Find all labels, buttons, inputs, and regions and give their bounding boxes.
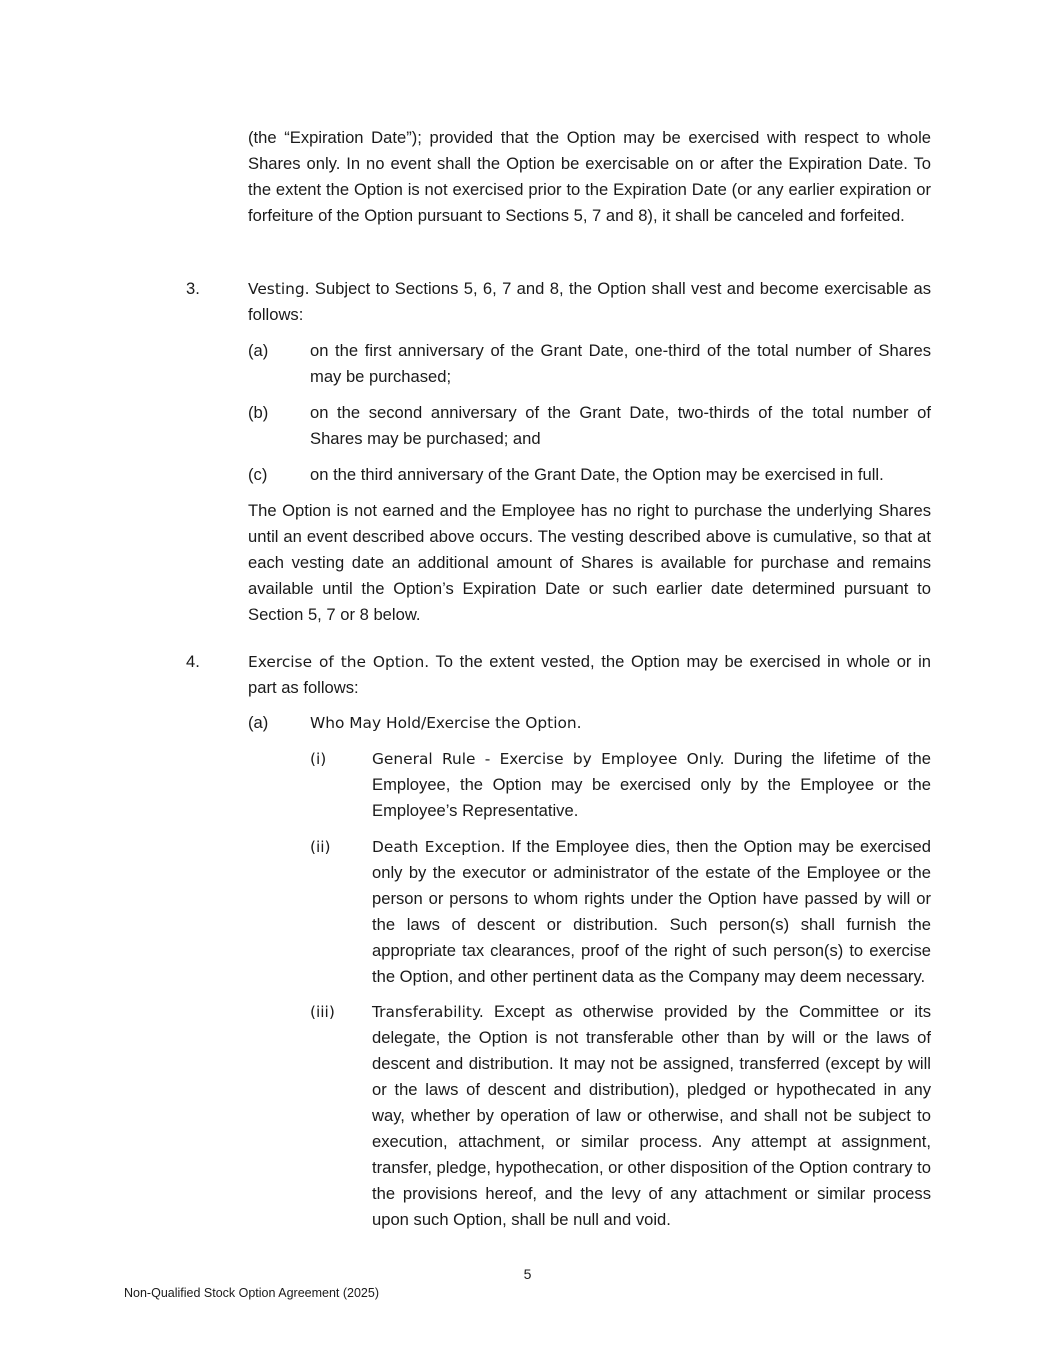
section-3-paragraph — [248, 276, 931, 328]
subitem-i-paragraph — [372, 746, 931, 824]
section-3-item-b-text: on the second anniversary of the Grant Date, two-thirds of the total number of Shares may be purchased; and — [310, 403, 931, 448]
subitem-i-label: (i) — [310, 750, 327, 768]
section-3-item-c — [310, 462, 931, 488]
subitem-i-heading: General Rule - Exercise by Employee Only. — [372, 750, 725, 768]
section-4-paragraph — [248, 649, 931, 701]
section-3-item-c-label: (c) — [248, 465, 268, 484]
intro-paragraph — [248, 125, 931, 229]
subitem-ii — [372, 834, 931, 990]
section-3-number: 3. — [186, 279, 200, 298]
intro-paragraph-text: (the “Expiration Date”); provided that the Option may be exercised with respect to whole Shares only. In no event shall the Option be exercisable on or after the Expiration Date. To the extent the Option is not exercised prior to the Expiration Date (or any earlier expiration or forfeiture of the Option pursuant to Sections 5, 7 and 8), it shall be canceled and forfeited. — [248, 128, 931, 225]
section-4-number: 4. — [186, 652, 200, 671]
subitem-iii-text: Except as otherwise provided by the Committee or its delegate, the Option is not transferable other than by will or the laws of descent and distribution. It may not be assigned, transferred (except by will or the laws of descent and distribution), pledged or hypothecated in any way, whether by operation of law or otherwise, and shall not be subject to execution, attachment, or similar process. Any attempt at assignment, transfer, pledge, hypothecation, or other disposition of the Option contrary to the provisions hereof, and the levy of any attachment or similar process upon such Option, shall be null and void. — [372, 1002, 931, 1229]
subitem-ii-heading: Death Exception. — [372, 838, 506, 856]
subitem-iii-paragraph — [372, 999, 931, 1233]
section-4 — [248, 649, 931, 701]
section-3-closing-text: The Option is not earned and the Employee has no right to purchase the underlying Shares until an event described above occurs. The vesting described above is cumulative, so that at each vesting date an additional amount of Shares is available for purchase and remains available until the Option’s Expiration Date or such earlier date determined pursuant to Section 5, 7 or 8 below. — [248, 501, 931, 624]
section-4-text: To the extent vested, the Option may be exercised in whole or in part as follows: — [248, 652, 931, 697]
section-3-item-a-text: on the first anniversary of the Grant Date, one-third of the total number of Shares may be purchased; — [310, 341, 931, 386]
section-4-sub-a-paragraph — [310, 710, 931, 736]
section-3-item-b-label: (b) — [248, 403, 269, 422]
section-4-sub-a-heading: Who May Hold/Exercise the Option. — [310, 714, 582, 732]
section-3-heading: Vesting. — [248, 280, 310, 298]
subitem-iii-heading: Transferability. — [372, 1003, 484, 1021]
section-4-sub-a — [310, 710, 931, 736]
section-3-closing — [248, 498, 931, 628]
footer-text: Non-Qualified Stock Option Agreement (2025) — [124, 1286, 379, 1300]
subitem-ii-text: If the Employee dies, then the Option may be exercised only by the executor or administrator of the estate of the Employee or the person or persons to whom rights under the Option have passed by will or the laws of descent or distribution. Such person(s) shall furnish the appropriate tax clearances, proof of the right of such person(s) to exercise the Option, and other pertinent data as the Company may deem necessary. — [372, 837, 931, 986]
page-number: 5 — [523, 1266, 532, 1282]
subitem-ii-label: (ii) — [310, 838, 331, 856]
section-3-item-a-label: (a) — [248, 341, 269, 360]
subitem-iii — [372, 999, 931, 1233]
section-4-sub-a-label: (a) — [248, 713, 269, 732]
section-4-heading: Exercise of the Option. — [248, 653, 430, 671]
section-3-item-b — [310, 400, 931, 452]
section-3 — [248, 276, 931, 328]
section-3-item-a — [310, 338, 931, 390]
section-3-item-c-text: on the third anniversary of the Grant Date, the Option may be exercised in full. — [310, 465, 884, 484]
subitem-i-text: During the lifetime of the Employee, the Option may be exercised only by the Employee or the Employee’s Representative. — [372, 749, 932, 820]
subitem-iii-label: (iii) — [310, 1003, 335, 1021]
section-3-text: Subject to Sections 5, 6, 7 and 8, the Option shall vest and become exercisable as follows: — [248, 279, 931, 324]
subitem-i — [372, 746, 931, 824]
subitem-ii-paragraph — [372, 834, 931, 990]
